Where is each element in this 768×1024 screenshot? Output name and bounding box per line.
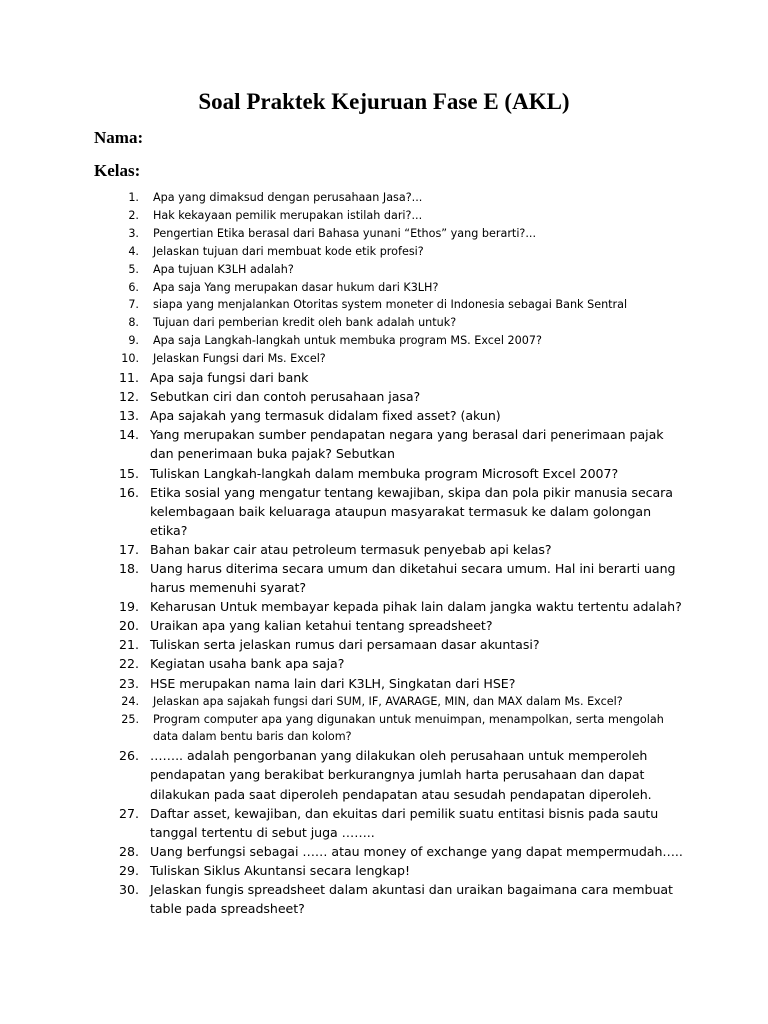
question-list [110,189,690,918]
question-item [110,559,690,597]
question-text: Tujuan dari pemberian kredit oleh bank adalah untuk? [153,316,457,330]
question-item [110,654,690,673]
question-number: 1. [128,191,139,204]
question-text: Program computer apa yang digunakan untuk menuimpan, menampolkan, serta mengolah data dalam bentu baris dan kolom? [153,712,664,744]
question-text: Pengertian Etika berasal dari Bahasa yunani “Ethos” yang berarti?... [153,226,537,240]
question-item [110,861,690,880]
question-item [110,464,690,483]
question-item [110,674,690,693]
question-item [110,296,690,314]
question-number: 3. [128,226,139,240]
question-item [110,279,690,297]
question-item [110,804,690,842]
question-text: Apa saja Yang merupakan dasar hukum dari K3LH? [153,280,439,294]
question-number: 17. [118,541,139,557]
question-text: Apa saja fungsi dari bank [150,370,309,386]
question-item [110,387,690,406]
question-number: 6. [128,280,139,294]
question-item [110,243,690,261]
question-number: 29. [118,862,139,878]
question-item [110,261,690,279]
question-item [110,314,690,332]
question-number: 22. [118,656,139,672]
question-item [110,483,690,540]
question-text: Etika sosial yang mengatur tentang kewajiban, skipa dan pola pikir manusia secara kelembagaan baik keluaraga ataupun masyarakat termasuk ke dalam golongan etika? [150,484,673,538]
question-text: siapa yang menjalankan Otoritas system moneter di Indonesia sebagai Bank Sentral [153,298,628,312]
question-number: 9. [128,334,139,348]
nama-label: Nama: [94,128,144,147]
question-number: 2. [128,208,139,222]
question-item [110,635,690,654]
question-item [110,189,690,207]
question-item [110,597,690,616]
question-text: Uang harus diterima secara umum dan diketahui secara umum. Hal ini berarti uang harus memenuhi syarat? [150,561,676,596]
question-number: 25. [121,712,139,726]
question-item [110,711,690,747]
question-text: …….. adalah pengorbanan yang dilakukan oleh perusahaan untuk memperoleh pendapatan yang berakibat berkurangnya jumlah harta perusahaan dan dapat dilakukan pada saat diperoleh pendapatan atau sesudah pendapatan diperoleh. [150,748,652,802]
question-item [110,425,690,463]
question-number: 23. [118,675,139,691]
question-number: 30. [118,882,139,898]
question-number: 10. [121,352,139,366]
question-number: 16. [118,484,139,500]
question-item [110,368,690,387]
question-text: Apa tujuan K3LH adalah? [153,262,294,276]
question-text: HSE merupakan nama lain dari K3LH, Singkatan dari HSE? [150,675,516,691]
question-item [110,225,690,243]
question-text: Uraikan apa yang kalian ketahui tentang spreadsheet? [150,618,493,634]
question-text: Tuliskan serta jelaskan rumus dari persamaan dasar akuntasi? [150,637,540,653]
question-number: 5. [128,262,139,276]
question-item [110,693,690,711]
question-number: 8. [128,316,139,330]
question-text: Jelaskan apa sajakah fungsi dari SUM, IF, AVARAGE, MIN, dan MAX dalam Ms. Excel? [153,694,623,708]
question-number: 13. [118,408,139,424]
question-text: Daftar asset, kewajiban, dan ekuitas dari pemilik suatu entitasi bisnis pada sautu tanggal tertentu di sebut juga …….. [150,805,659,840]
question-number: 7. [128,298,139,312]
question-text: Hak kekayaan pemilik merupakan istilah dari?... [153,208,423,222]
question-text: Kegiatan usaha bank apa saja? [150,656,345,672]
question-number: 12. [118,389,139,405]
question-text: Bahan bakar cair atau petroleum termasuk penyebab api kelas? [150,541,552,557]
question-number: 28. [118,843,139,859]
question-text: Jelaskan tujuan dari membuat kode etik profesi? [153,244,424,258]
question-text: Keharusan Untuk membayar kepada pihak lain dalam jangka waktu tertentu adalah? [150,599,682,615]
question-number: 21. [118,637,139,653]
question-item [110,616,690,635]
question-text: Tuliskan Siklus Akuntansi secara lengkap! [150,862,410,878]
kelas-label: Kelas: [94,161,141,180]
question-text: Jelaskan fungis spreadsheet dalam akuntasi dan uraikan bagaimana cara membuat table pada spreadsheet? [150,882,673,917]
question-number: 24. [121,694,139,708]
question-item [110,207,690,225]
question-item [110,880,690,918]
question-item [110,842,690,861]
question-number: 14. [118,427,139,443]
question-text: Apa saja Langkah-langkah untuk membuka program MS. Excel 2007? [153,334,542,348]
question-text: Uang berfungsi sebagai …… atau money of exchange yang dapat mempermudah….. [150,843,683,859]
question-item [110,540,690,559]
question-text: Sebutkan ciri dan contoh perusahaan jasa? [150,389,421,405]
question-text: Tuliskan Langkah-langkah dalam membuka program Microsoft Excel 2007? [150,465,619,481]
question-number: 26. [118,748,139,764]
question-text: Jelaskan Fungsi dari Ms. Excel? [153,352,326,366]
question-number: 20. [118,618,139,634]
question-number: 27. [118,805,139,821]
question-number: 19. [118,599,139,615]
question-number: 15. [118,465,139,481]
question-number: 18. [118,561,139,576]
question-item [110,406,690,425]
question-text: Apa yang dimaksud dengan perusahaan Jasa?... [153,191,423,204]
question-number: 4. [128,244,139,258]
question-text: Yang merupakan sumber pendapatan negara yang berasal dari penerimaan pajak dan penerimaan buka pajak? Sebutkan [150,427,664,462]
question-text: Apa sajakah yang termasuk didalam fixed asset? (akun) [150,408,501,424]
document-title: Soal Praktek Kejuruan Fase E (AKL) [198,89,570,114]
question-item [110,350,690,368]
question-item [110,746,690,803]
question-item [110,332,690,350]
question-number: 11. [118,370,139,386]
